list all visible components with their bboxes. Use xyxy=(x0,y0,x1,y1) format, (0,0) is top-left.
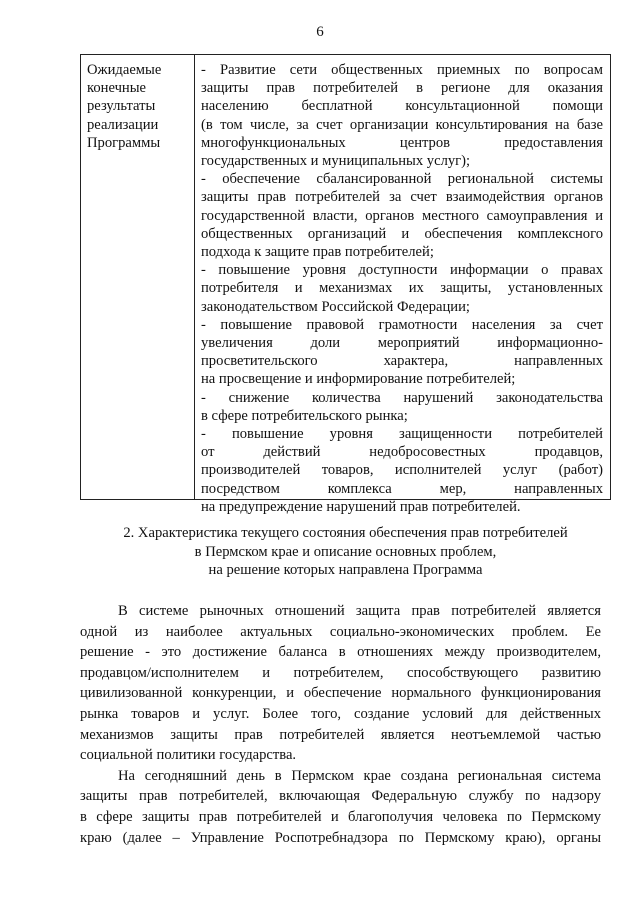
table-content-line: законодательством Российской Федерации; xyxy=(201,298,470,315)
table-content-line: на предупреждение нарушений прав потребителей. xyxy=(201,498,521,515)
body-line: в сфере защиты прав потребителей и благополучия человека по Пермскому xyxy=(80,808,601,825)
table-label-cell xyxy=(81,55,195,499)
table-content-line: общественных организаций и обеспечения комплексного xyxy=(201,225,603,242)
table-content-line: защиты прав потребителей в регионе для оказания xyxy=(201,80,603,97)
table-content-line: просветительского характера, направленных xyxy=(201,353,603,370)
table-label-line: результаты xyxy=(87,98,156,115)
body-line: одной из наиболее актуальных социально-экономических проблем. Ее xyxy=(80,623,601,640)
table-label-line: Ожидаемые xyxy=(87,62,162,78)
table-label-line: конечные xyxy=(87,80,147,97)
expected-results-table xyxy=(80,54,611,515)
table-content-line: - обеспечение сбалансированной региональной системы xyxy=(201,171,603,188)
table-content-line: защиты прав потребителей за счет взаимодействия органов xyxy=(201,189,603,206)
section-title xyxy=(80,524,611,580)
body-line: защиты прав потребителей, включающая Федеральную службу по надзору xyxy=(80,788,601,805)
table-content-line: - повышение правовой грамотности населения за счет xyxy=(201,316,603,333)
table-content-line: производителей товаров, исполнителей услуг (работ) xyxy=(201,462,603,479)
table-content-line: от действий недобросовестных продавцов, xyxy=(201,444,603,461)
page-number: 6 xyxy=(316,24,324,40)
table-content-line: в сфере потребительского рынка; xyxy=(201,407,408,424)
table-content-line: многофункциональных центров предоставления xyxy=(201,134,603,151)
body-line: цивилизованной конкуренции, и обеспечение нормального функционирования xyxy=(80,685,601,702)
table-content-line: (в том числе, за счет организации консультирования на базе xyxy=(201,116,603,133)
body-line: механизмов защиты прав потребителей является неотъемлемой частью xyxy=(80,726,601,743)
table-content-line: - Развитие сети общественных приемных по вопросам xyxy=(201,62,603,78)
table-content-line: подхода к защите прав потребителей; xyxy=(201,244,434,261)
table-content-line: - повышение уровня доступности информации о правах xyxy=(201,262,603,279)
body-line: решение - это достижение баланса в отношениях между производителем, xyxy=(80,644,601,661)
table-content-line: государственных и муниципальных услуг); xyxy=(201,153,471,170)
table-content-line: посредством комплекса мер, направленных xyxy=(201,480,603,497)
body-line: социальной политики государства. xyxy=(80,747,297,764)
section-title-line: 2. Характеристика текущего состояния обеспечения прав потребителей xyxy=(123,525,568,541)
table-label-line: реализации xyxy=(87,116,159,133)
body-line: краю (далее – Управление Роспотребнадзора по Пермскому краю), органы xyxy=(80,829,601,846)
table-label-line: Программы xyxy=(87,134,161,151)
body-line: На сегодняшний день в Пермском крае создана региональная система xyxy=(118,767,601,784)
body-line: рынка товаров и услуг. Более того, создание условий для действенных xyxy=(80,705,601,722)
section-title-line: на решение которых направлена Программа xyxy=(208,562,483,578)
table-content-line: населению бесплатной консультационной помощи xyxy=(201,98,603,115)
body-line: продавцом/исполнителем и потребителем, способствующего развитию xyxy=(80,664,601,681)
table-content-line: потребителя и механизмах их защиты, установленных xyxy=(201,280,603,297)
table-content-cell xyxy=(195,55,610,515)
body-line: В системе рыночных отношений защита прав потребителей является xyxy=(118,603,601,619)
table-content-line: на просвещение и информирование потребителей; xyxy=(201,371,516,388)
table-content-line: - снижение количества нарушений законодательства xyxy=(201,389,603,406)
table-content-line: государственной власти, органов местного самоуправления и xyxy=(201,207,603,224)
section-title-line: в Пермском крае и описание основных проблем, xyxy=(194,543,497,560)
body-text xyxy=(80,601,601,848)
table-content-line: - повышение уровня защищенности потребителей xyxy=(201,426,603,443)
table-content-line: увеличения доли мероприятий информационно- xyxy=(201,335,603,352)
